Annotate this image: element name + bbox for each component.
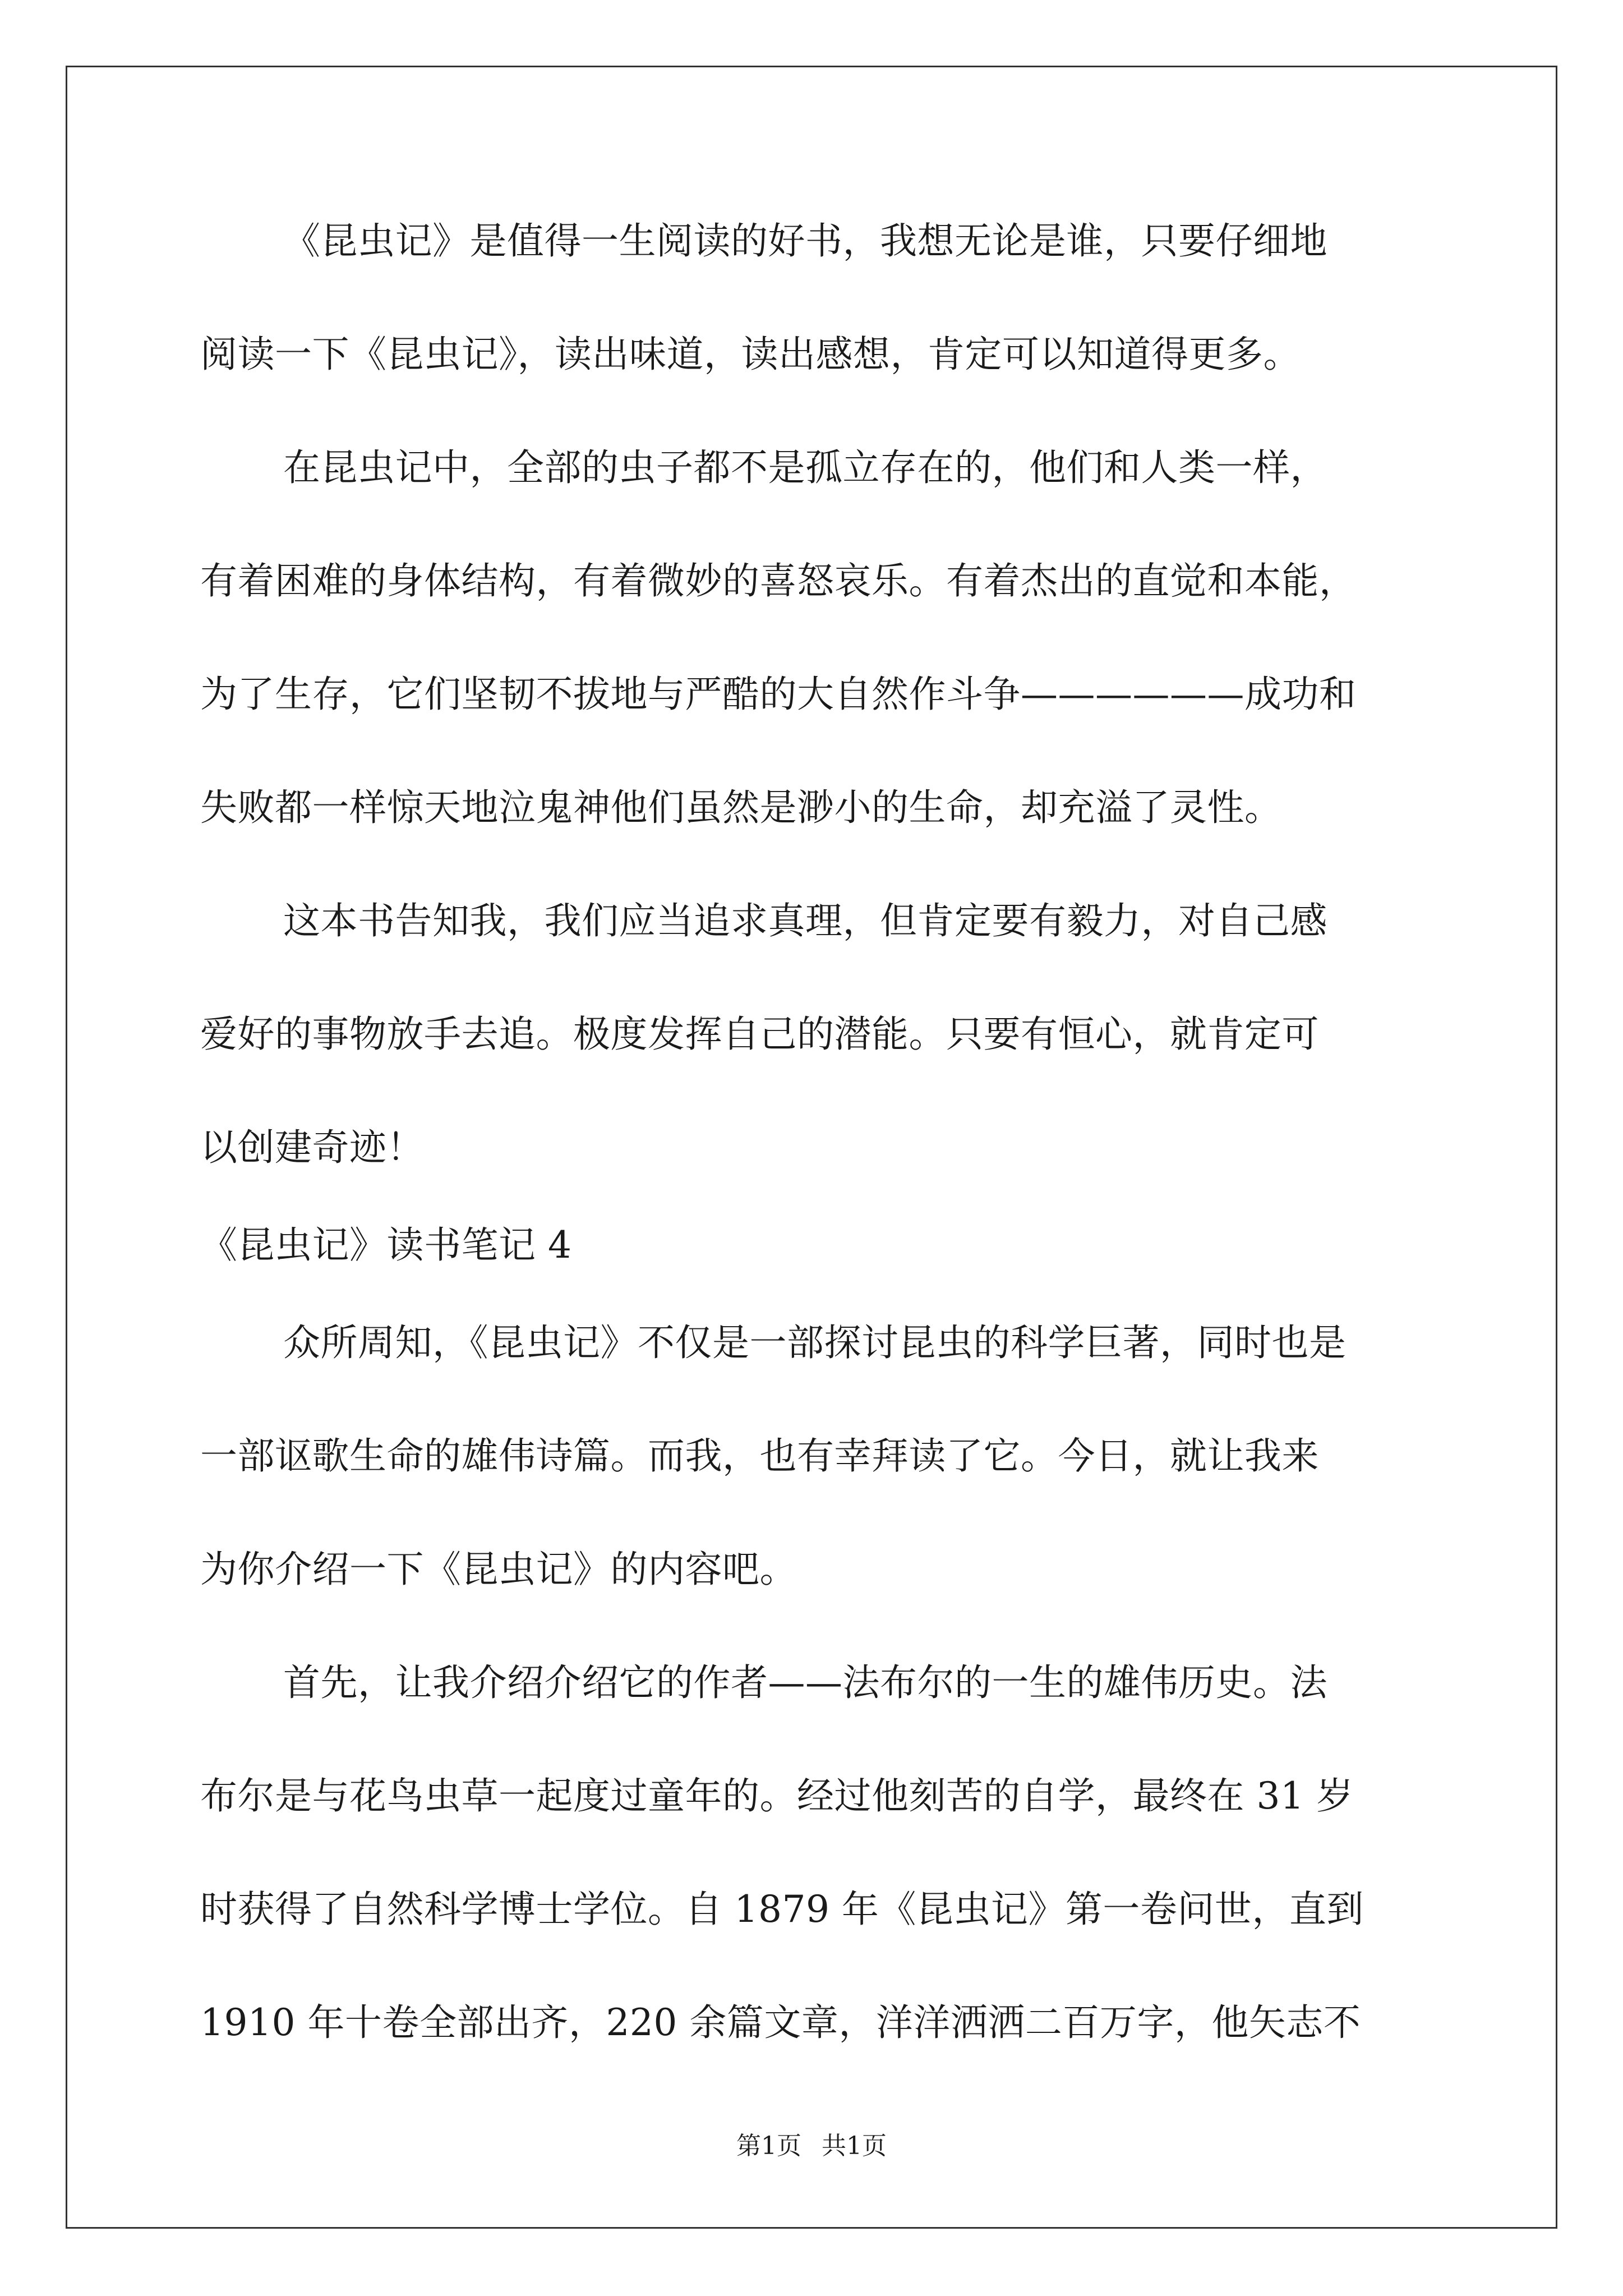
page-number-total: 共1页: [822, 2132, 887, 2160]
paragraph-2-line-1: 在昆虫记中，全部的虫子都不是孤立存在的，他们和人类一样，: [283, 446, 1327, 489]
paragraph-4-line-3: 为你介绍一下《昆虫记》的内容吧。: [200, 1548, 797, 1591]
page-footer: [0, 2129, 1623, 2163]
section-heading: 《昆虫记》读书笔记 4: [200, 1223, 572, 1267]
paragraph-5-line-1: 首先，让我介绍介绍它的作者——法布尔的一生的雄伟历史。法: [283, 1661, 1327, 1704]
paragraph-4-line-1: 众所周知，《昆虫记》不仅是一部探讨昆虫的科学巨著，同时也是: [283, 1321, 1347, 1364]
paragraph-3-line-2: 爱好的事物放手去追。极度发挥自己的潜能。只要有恒心，就肯定可: [200, 1013, 1319, 1056]
paragraph-1-line-2: 阅读一下《昆虫记》，读出味道，读出感想，肯定可以知道得更多。: [200, 333, 1301, 376]
paragraph-1-line-1: 《昆虫记》是值得一生阅读的好书，我想无论是谁，只要仔细地: [283, 219, 1327, 263]
paragraph-2-line-3: 为了生存，它们坚韧不拔地与严酷的大自然作斗争——————成功和: [200, 673, 1357, 716]
paragraph-5-line-3: 时获得了自然科学博士学位。自 1879 年《昆虫记》第一卷问世，直到: [200, 1888, 1364, 1931]
paragraph-2-line-2: 有着困难的身体结构，有着微妙的喜怒哀乐。有着杰出的直觉和本能，: [200, 559, 1357, 602]
paragraph-4-line-2: 一部讴歌生命的雄伟诗篇。而我，也有幸拜读了它。今日，就让我来: [200, 1434, 1319, 1478]
paragraph-3-line-1: 这本书告知我，我们应当追求真理，但肯定要有毅力，对自己感: [283, 899, 1327, 942]
paragraph-5-line-2: 布尔是与花鸟虫草一起度过童年的。经过他刻苦的自学，最终在 31 岁: [200, 1774, 1354, 1818]
paragraph-3-line-3: 以创建奇迹！: [200, 1126, 424, 1169]
paragraph-5-line-4: 1910 年十卷全部出齐，220 余篇文章，洋洋洒洒二百万字，他矢志不: [200, 2001, 1361, 2044]
paragraph-2-line-4: 失败都一样惊天地泣鬼神他们虽然是渺小的生命，却充溢了灵性。: [200, 786, 1282, 829]
page-number-current: 第1页: [736, 2132, 801, 2160]
